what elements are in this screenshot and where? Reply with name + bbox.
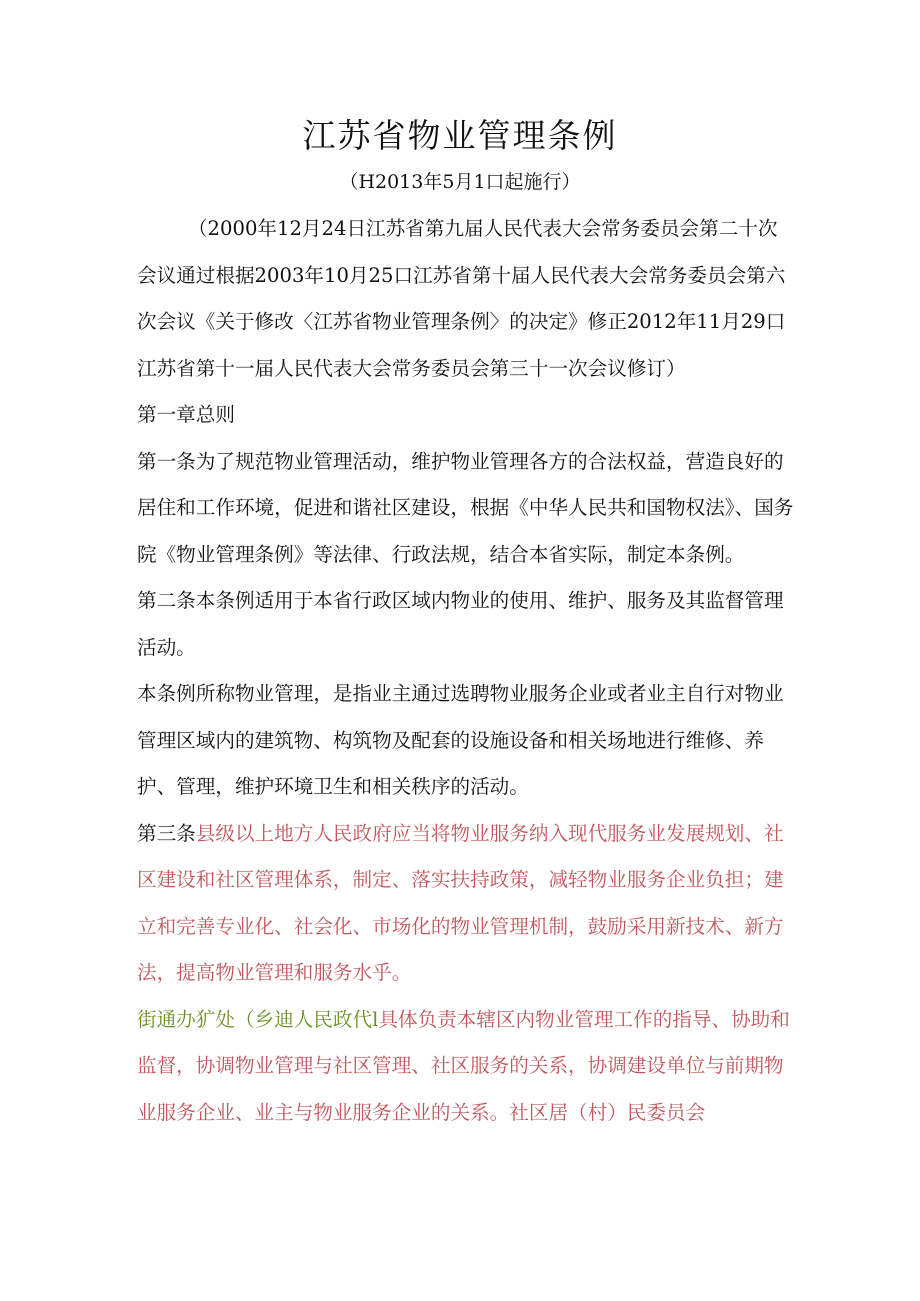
legislative-history: （2000年12月24日江苏省第九届人民代表大会常务委员会第二十次会议通过根据2003年10月25口江苏省第十届人民代表大会常务委员会第六次会议《关于修改〈江苏省物业管理条例〉的决定》修正2012年11月29口江苏省第十一届人民代表大会常务委员会第三十一次会议修订） [137, 217, 786, 380]
effective-date: （H2013年5月1口起施行） [339, 171, 581, 193]
document-body [137, 206, 797, 1136]
article-3 [137, 811, 797, 997]
article-3-label: 第三条 [137, 821, 196, 845]
article-3-text: 县级以上地方人民政府应当将物业服务纳入现代服务业发展规划、社区建设和社区管理体系，制定、落实扶持政策，减轻物业服务企业负担；建立和完善专业化、社会化、市场化的物业管理机制，鼓励采用新技术、新方法，提高物业管理和服务水乎。 [137, 821, 784, 984]
document-title: 江苏省物业管理条例 [302, 116, 618, 155]
chapter-heading: 第一章总则 [137, 403, 235, 426]
article-2: 第二条本条例适用于本省行政区域内物业的使用、维护、服务及其监督管理活动。 [137, 589, 784, 659]
article-1: 第一条为了规范物业管理活动，维护物业管理各方的合法权益，营造良好的居住和工作环境，促进和谐社区建设，根据《中华人民共和国物权法》、国务院《物业管理条例》等法律、行政法规，结合本省实际，制定本条例。 [137, 449, 794, 566]
article-2-paragraph-2: 本条例所称物业管理，是指业主通过选聘物业服务企业或者业主自行对物业管理区域内的建筑物、构筑物及配套的设施设备和相关场地进行维修、养护、管理，维护环境卫生和相关秩序的活动。 [137, 682, 784, 798]
article-3-paragraph-2 [137, 997, 797, 1137]
article-3-p2-label: 街通办犷处（乡迪人民政代l [137, 1007, 379, 1031]
article-3-p2-text: 具体负责本辖区内物业管理工作的指导、协助和监督，协调物业管理与社区管理、社区服务的关系，协调建设单位与前期物业服务企业、业主与物业服务企业的关系。社区居（村）民委员会 [137, 1007, 790, 1124]
